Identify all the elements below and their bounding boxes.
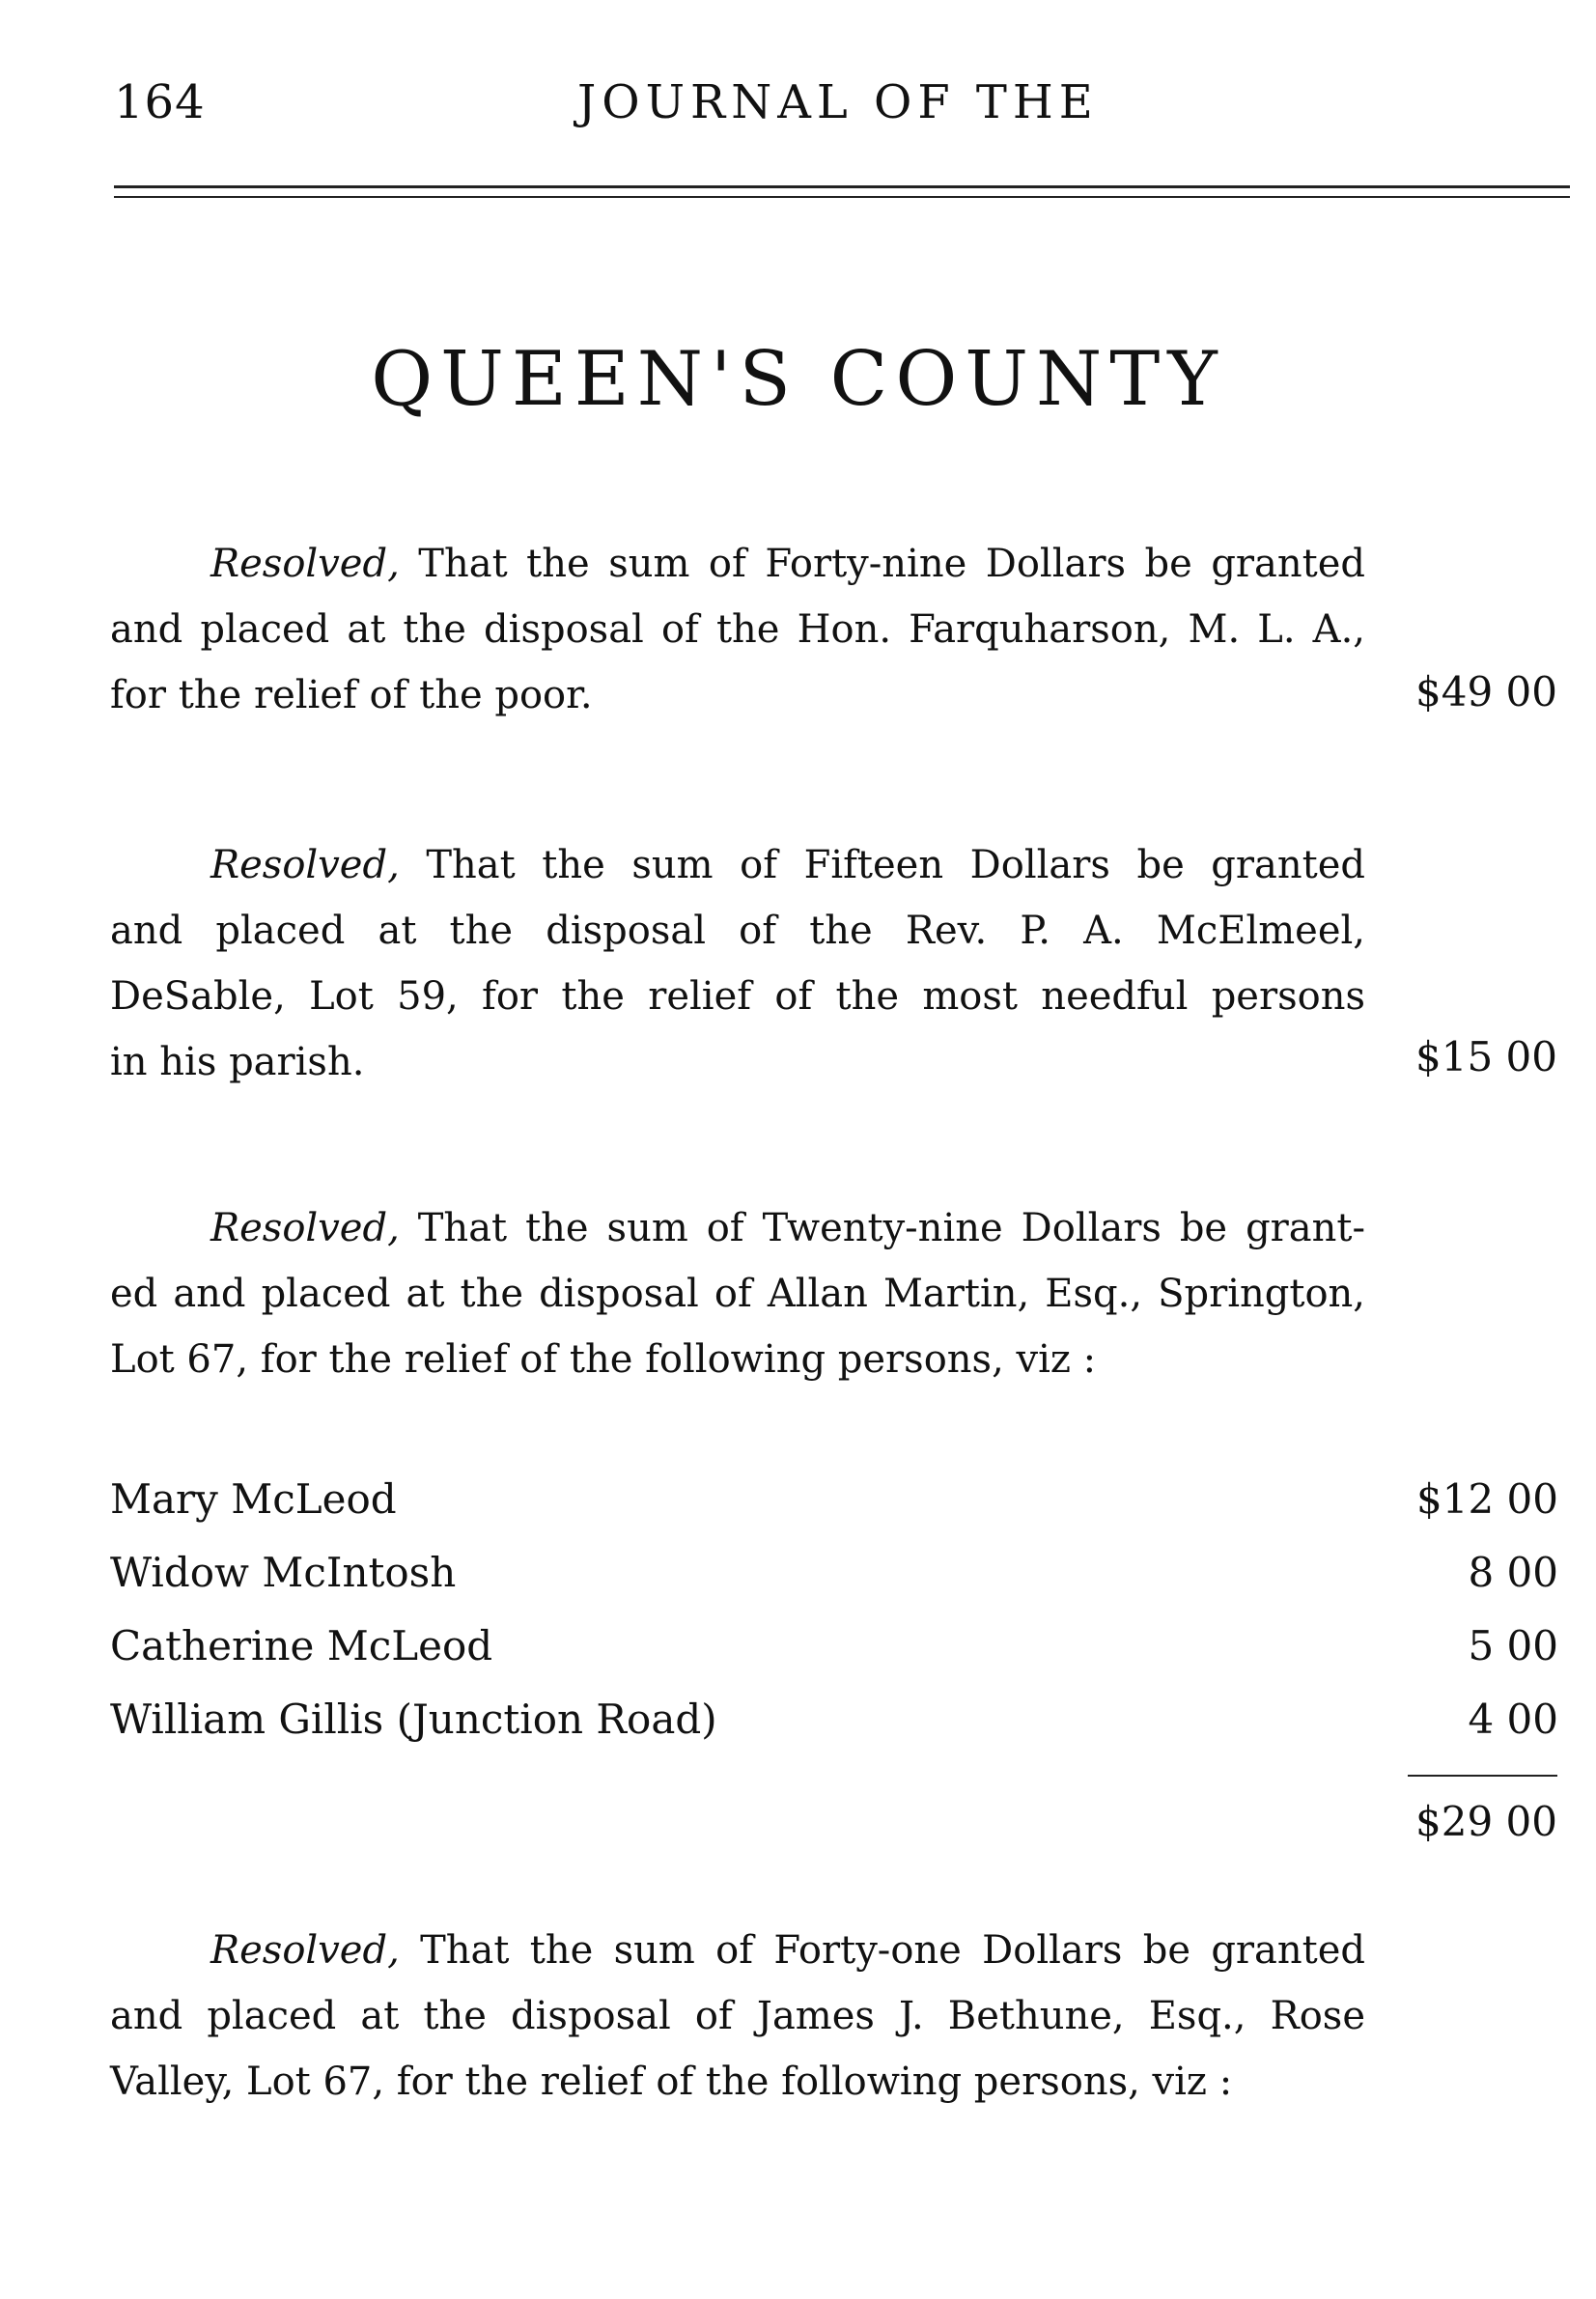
beneficiary-list bbox=[110, 1475, 1558, 1769]
resolution-amount: $15 00 bbox=[1415, 1033, 1557, 1080]
resolution-paragraph bbox=[110, 1195, 1365, 1392]
header-rule-secondary bbox=[114, 196, 1570, 198]
beneficiary-name: William Gillis (Junction Road) bbox=[110, 1696, 717, 1743]
section-title: QUEEN'S COUNTY bbox=[371, 336, 1225, 423]
beneficiary-amount: 4 00 bbox=[1468, 1696, 1558, 1743]
resolved-lead: Resolved, bbox=[210, 1928, 400, 1973]
resolution-paragraph bbox=[110, 531, 1365, 728]
resolution-line: and placed at the disposal of James J. Bethune, Esq., Rose bbox=[110, 1994, 1365, 2038]
resolution-line: ed and placed at the disposal of Allan Martin, Esq., Springton, bbox=[110, 1272, 1365, 1316]
resolution-line: in his parish. bbox=[110, 1040, 365, 1084]
list-item bbox=[110, 1549, 1558, 1622]
beneficiary-name: Mary McLeod bbox=[110, 1475, 397, 1523]
beneficiaries-total: $29 00 bbox=[1415, 1798, 1557, 1845]
page-number: 164 bbox=[114, 75, 206, 129]
beneficiary-amount: $12 00 bbox=[1416, 1475, 1558, 1523]
list-item bbox=[110, 1622, 1558, 1696]
resolution-line: Lot 67, for the relief of the following persons, viz : bbox=[110, 1337, 1097, 1382]
header-rule bbox=[114, 185, 1570, 188]
resolution-line: That the sum of Fifteen Dollars be granted bbox=[426, 843, 1365, 887]
resolution-line: and placed at the disposal of the Hon. Farquharson, M. L. A., bbox=[110, 607, 1365, 652]
resolved-lead: Resolved, bbox=[210, 843, 400, 887]
resolution-line: for the relief of the poor. bbox=[110, 673, 593, 717]
beneficiary-amount: 5 00 bbox=[1468, 1622, 1558, 1669]
resolved-lead: Resolved, bbox=[210, 542, 400, 586]
beneficiary-name: Catherine McLeod bbox=[110, 1622, 493, 1669]
resolution-line: That the sum of Forty-nine Dollars be granted bbox=[418, 542, 1365, 586]
resolution-line: Valley, Lot 67, for the relief of the following persons, viz : bbox=[110, 2060, 1233, 2104]
list-item bbox=[110, 1696, 1558, 1769]
running-head: JOURNAL OF THE bbox=[577, 75, 1099, 129]
resolution-line: DeSable, Lot 59, for the relief of the most needful persons bbox=[110, 974, 1365, 1019]
resolved-lead: Resolved, bbox=[210, 1206, 400, 1250]
resolution-paragraph bbox=[110, 832, 1365, 1095]
resolution-paragraph bbox=[110, 1918, 1365, 2115]
page-header bbox=[0, 75, 1596, 133]
sum-rule bbox=[1408, 1775, 1557, 1777]
list-item bbox=[110, 1475, 1558, 1549]
resolution-amount: $49 00 bbox=[1415, 668, 1557, 715]
beneficiary-name: Widow McIntosh bbox=[110, 1549, 457, 1596]
resolution-line: and placed at the disposal of the Rev. P. A. McElmeel, bbox=[110, 909, 1365, 953]
beneficiary-amount: 8 00 bbox=[1468, 1549, 1558, 1596]
resolution-line: That the sum of Forty-one Dollars be granted bbox=[420, 1928, 1365, 1973]
resolution-line: That the sum of Twenty-nine Dollars be grant- bbox=[417, 1206, 1365, 1250]
